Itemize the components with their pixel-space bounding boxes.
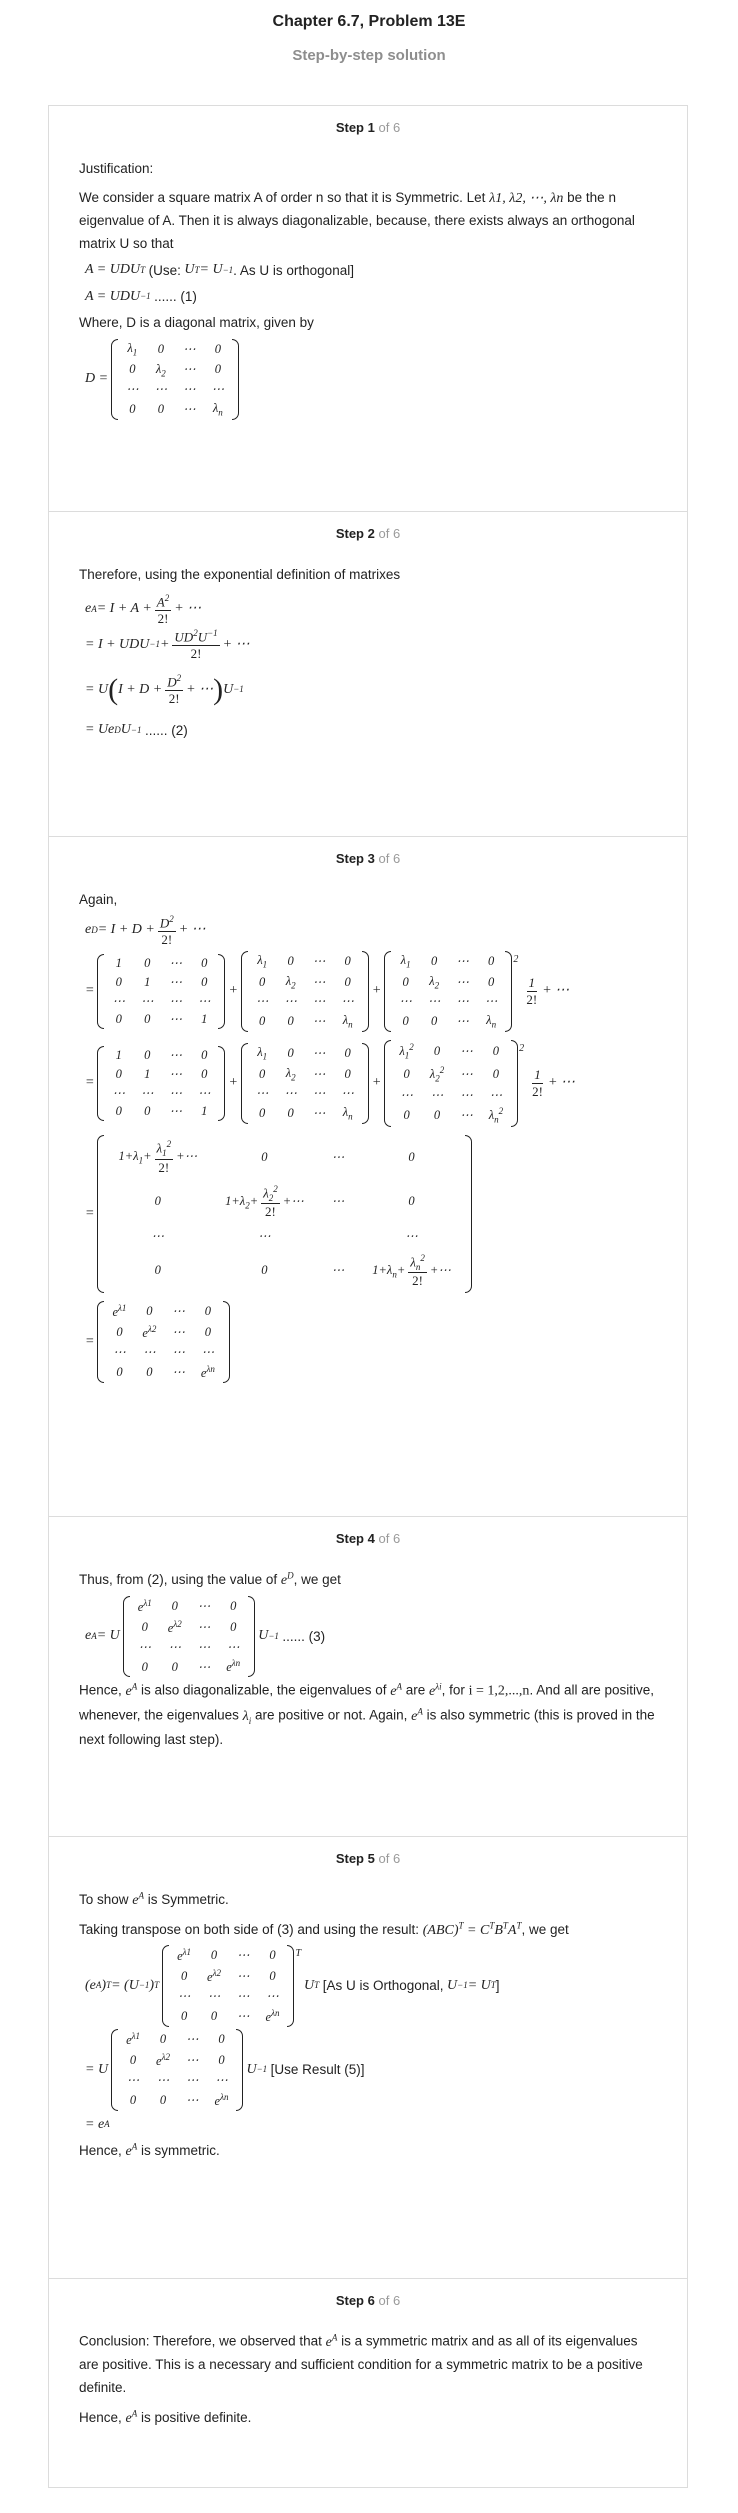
equation-d-matrix: D = $\lambda_1$ 0 ⋯ 0 0 $\lambda_2$ ⋯ 0 ⋯ ⋯ ⋯ ⋯ 0 0 ⋯ $\lambda_n$ <box>85 339 657 420</box>
page-header <box>0 0 738 105</box>
equation-1: A = UDU T (Use: U T = U −1 . As U is orthogonal] <box>85 262 354 278</box>
step-1-paragraph: We consider a square matrix A of order n so that it is Symmetric. Let λ1, λ2, ⋯, λn be the n eigenvalue of A. Then it is always diagonalizable, because, there exists always an orthogonal matrix U so that <box>79 189 635 252</box>
step-4-intro: Thus, from (2), using the value of $e^D$, we get <box>79 1570 341 1588</box>
step-1-title: Step 1 of 6 <box>335 120 401 135</box>
step-5-title: Step 5 of 6 <box>335 1851 401 1866</box>
step-3 <box>49 837 687 1517</box>
equation-expD-matrices-2: = 1 0 ⋯ 0 0 1 ⋯ 0 ⋯ ⋯ ⋯ ⋯ 0 0 ⋯ 1 + $\lambda_1$ 0 ⋯ 0 0 $\lambda_2$ ⋯ 0 ⋯ ⋯ ⋯ ⋯ 0 0 ⋯ $\lambda_n$ + $\lambda_1^2$ 0 ⋯ 0 0 $\lambda_2^2$ ⋯ 0 ⋯ ⋯ ⋯ ⋯ 0 0 ⋯ $\lambda_n^2$ 2 $\frac{1}{2!}$ + ⋯ <box>85 1040 657 1127</box>
step-1 <box>49 106 687 512</box>
equation-transpose-3: = e A <box>85 2116 110 2132</box>
equation-expA-2: = I + UDU −1 + $\frac{UD^2U^{-1}}{2!}$ + ⋯ <box>85 628 250 662</box>
equation-2: A = UDU −1 ...... (1) <box>85 288 197 305</box>
equation-transpose: (e A ) T = (U −1 ) T $e^{\lambda 1}$ 0 ⋯ 0 0 $e^{\lambda 2}$ ⋯ 0 ⋯ ⋯ ⋯ ⋯ 0 0 ⋯ $e^{\lambda n}$ T U T [As U is Orthogonal, U −1 = U T ] <box>85 1945 657 2027</box>
step-4 <box>49 1517 687 1837</box>
step-5-intro: To show $e^A$ is Symmetric. <box>79 1890 229 1908</box>
step-5-transpose: Taking transpose on both side of (3) and using the result: $(ABC)^T = C^TB^TA^T$, we get <box>79 1919 569 1938</box>
equation-expD: e D = I + D + $\frac{D^2}{2!}$ + ⋯ <box>85 913 206 947</box>
page-subtitle: Step-by-step solution <box>292 47 446 64</box>
step-1-where: Where, D is a diagonal matrix, given by <box>79 315 314 331</box>
step-3-title: Step 3 of 6 <box>335 851 401 866</box>
step-4-paragraph: Hence, $e^A$ is also diagonalizable, the eigenvalues of $e^A$ are $e^{\lambda i}$, for i = 1,2,...,n. And all are positive, whenever, the eigenvalues $\lambda_i$ are positive or not. Again, $e^A$ is also symmetric (this is proved in the next following last step). <box>79 1681 655 1747</box>
equation-3: e A = U $e^{\lambda 1}$ 0 ⋯ 0 0 $e^{\lambda 2}$ ⋯ 0 ⋯ ⋯ ⋯ ⋯ 0 0 ⋯ $e^{\lambda n}$ U −1 ...... (3) <box>85 1596 657 1678</box>
equation-expA: e A = I + A + $\frac{A^2}{2!}$ + ⋯ <box>85 592 202 626</box>
step-3-intro: Again, <box>79 892 118 907</box>
step-6 <box>49 2279 687 2488</box>
equation-expD-final: = $e^{\lambda 1}$ 0 ⋯ 0 0 $e^{\lambda 2}$ ⋯ 0 ⋯ ⋯ ⋯ ⋯ 0 0 ⋯ $e^{\lambda n}$ <box>85 1301 657 1383</box>
equation-transpose-2: = U $e^{\lambda 1}$ 0 ⋯ 0 0 $e^{\lambda 2}$ ⋯ 0 ⋯ ⋯ ⋯ ⋯ 0 0 ⋯ $e^{\lambda n}$ U −1 [Use Result (5)] <box>85 2029 657 2111</box>
equation-expA-4: = Ue D U −1 ...... (2) <box>85 722 188 738</box>
step-6-conclusion: Conclusion: Therefore, we observed that $e^A$ is a symmetric matrix and as all of its eigenvalues are positive. This is a necessary and sufficient condition for a symmetric matrix to be a positive definite. <box>79 2332 643 2396</box>
step-6-title: Step 6 of 6 <box>335 2293 401 2308</box>
equation-expD-expanded: = $1+\lambda_1+$ $\frac{\lambda_1^2}{2!}$ +⋯ 0 ⋯ 0 0 $1+\lambda_2+$ $\frac{\lambda_2^2}{2!}$ +⋯ ⋯ 0 ⋯ ⋯ ⋯ 0 0 ⋯ $1+\lambda_n+$ $\frac{\lambda_n^2}{2!}$ +⋯ <box>85 1135 657 1293</box>
page-title: Chapter 6.7, Problem 13E <box>272 13 466 30</box>
step-2-title: Step 2 of 6 <box>335 526 401 541</box>
step-2-intro: Therefore, using the exponential definition of matrixes <box>79 567 401 582</box>
step-5 <box>49 1837 687 2279</box>
step-6-final: Hence, $e^A$ is positive definite. <box>79 2408 252 2427</box>
solution-panel <box>48 105 688 2488</box>
step-5-conclusion: Hence, $e^A$ is symmetric. <box>79 2141 220 2160</box>
step-4-title: Step 4 of 6 <box>335 1531 401 1546</box>
step-1-justification: Justification: <box>79 161 154 176</box>
step-2 <box>49 512 687 837</box>
equation-expA-3: = U ( I + D + $\frac{D^2}{2!}$ + ⋯ ) U −1 <box>85 672 244 707</box>
equation-expD-matrices-1: = 1 0 ⋯ 0 0 1 ⋯ 0 ⋯ ⋯ ⋯ ⋯ 0 0 ⋯ 1 + $\lambda_1$ 0 ⋯ 0 0 $\lambda_2$ ⋯ 0 ⋯ ⋯ ⋯ ⋯ 0 0 ⋯ $\lambda_n$ + $\lambda_1$ 0 ⋯ 0 0 $\lambda_2$ ⋯ 0 ⋯ ⋯ ⋯ ⋯ 0 0 ⋯ $\lambda_n$ 2 $\frac{1}{2!}$ + ⋯ <box>85 951 657 1032</box>
